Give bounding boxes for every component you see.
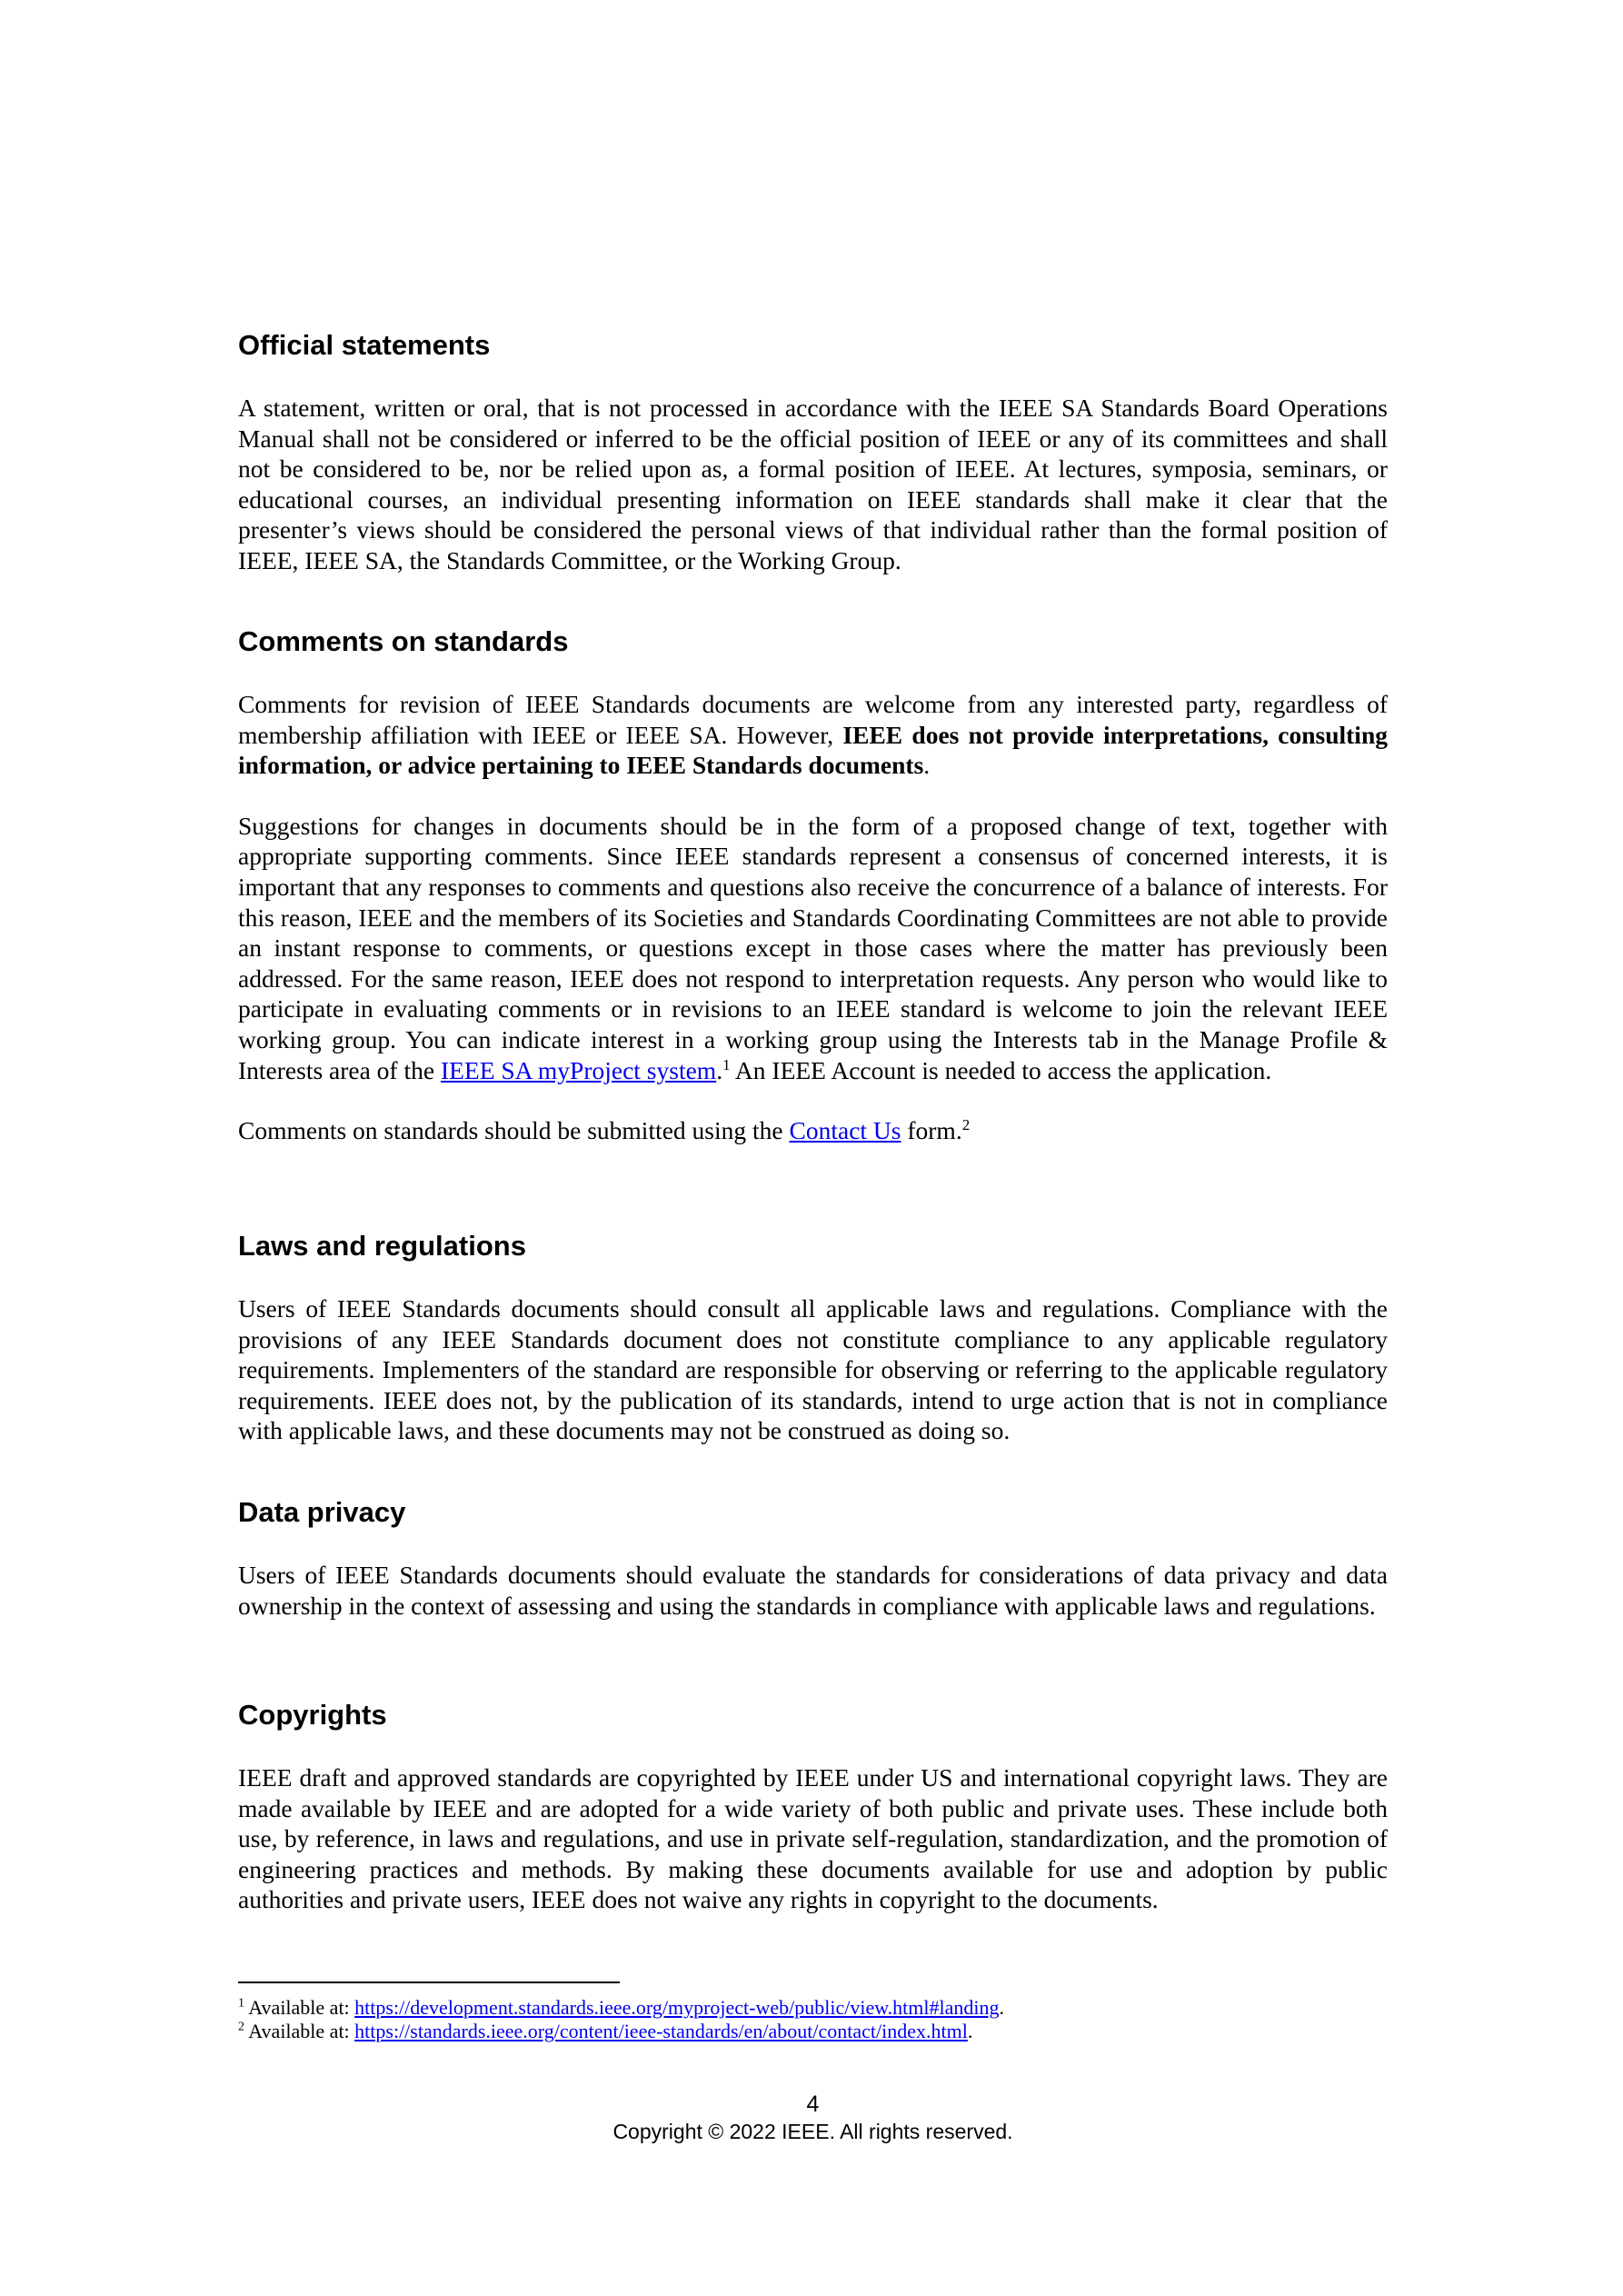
paragraph: Users of IEEE Standards documents should consult all applicable laws and regulations. Compliance with the provisions of any IEEE Standards document does not constitute compliance to any applicable regulatory requirements. Implementers of the standard are responsible for observing or referring to the applicable regulatory requirements. IEEE does not, by the publication of its standards, intend to urge action that is not in compliance with applicable laws, and these documents may not be construed as doing so. [238,1294,1388,1445]
footnote-1: $^1$ Available at: https://development.standards.ieee.org/myproject-web/public/view.html#landing. [238,1996,1005,2019]
section-heading: Data privacy [238,1496,406,1528]
bold-statement: IEEE does not provide interpretations, consulting information, or advice pertaining to IEEE Standards documents [238,720,1388,780]
section-comments-on-standards [238,624,1388,1146]
paragraph: Suggestions for changes in documents should be in the form of a proposed change of text, together with appropriate supporting comments. Since IEEE standards represent a consensus of concerned interests, it is important that any responses to comments and questions also receive the concurrence of a balance of interests. For this reason, IEEE and the members of its Societies and Standards Coordinating Committees are not able to provide an instant response to comments, or questions except in those cases where the matter has previously been addressed. For the same reason, IEEE does not respond to interpretation requests. Any person who would like to participate in evaluating comments or in revisions to an IEEE standard is welcome to join the relevant IEEE working group. You can indicate interest in a working group using the Interests tab in the Manage Profile & Interests area of the IEEE SA myProject system.$^1$ An IEEE Account is needed to access the application. [238,811,1388,1084]
paragraph: A statement, written or oral, that is not processed in accordance with the IEEE SA Standards Board Operations Manual shall not be considered or inferred to be the official position of IEEE or any of its committees and shall not be considered to be, nor be relied upon as, a formal position of IEEE. At lectures, symposia, seminars, or educational courses, an individual presenting information on IEEE standards shall make it clear that the presenter’s views should be considered the personal views of that individual rather than the formal position of IEEE, IEEE SA, the Standards Committee, or the Working Group. [238,394,1388,574]
section-data-privacy [238,1494,1388,1621]
section-official-statements [238,327,1388,576]
section-heading: Copyrights [238,1699,387,1731]
footnote-divider [238,1982,620,1983]
myproject-link[interactable]: IEEE SA myProject system [440,1055,717,1084]
section-laws-and-regulations [238,1228,1388,1446]
footnote-2: $^2$ Available at: https://standards.ieee.org/content/ieee-standards/en/about/contact/index.html. [238,2020,973,2042]
footnote-ref: 2 [961,1115,971,1133]
paragraph: IEEE draft and approved standards are copyrighted by IEEE under US and international copyright laws. They are made available by IEEE and are adopted for a wide variety of both public and private uses. These include both use, by reference, in laws and regulations, and use in private self-regulation, standardization, and the promotion of engineering practices and methods. By making these documents available for use and adoption by public authorities and private users, IEEE does not waive any rights in copyright to the documents. [238,1763,1388,1914]
page-number: 4 [806,2091,820,2117]
footnote-link[interactable]: https://standards.ieee.org/content/ieee-standards/en/about/contact/index.html [354,2020,968,2042]
copyright-notice: Copyright © 2022 IEEE. All rights reserved. [612,2120,1013,2143]
section-heading: Official statements [238,329,491,361]
paragraph: Comments for revision of IEEE Standards documents are welcome from any interested party, regardless of membership affiliation with IEEE or IEEE SA. However, IEEE does not provide interpretations, consulting information, or advice pertaining to IEEE Standards documents. [238,690,1388,780]
section-heading: Laws and regulations [238,1230,526,1262]
paragraph: Comments on standards should be submitted using the Contact Us form.$^2$ [238,1115,971,1145]
contact-us-link[interactable]: Contact Us [789,1116,901,1145]
section-heading: Comments on standards [238,625,569,657]
footnote-ref: 1 [722,1055,731,1073]
footnote-link[interactable]: https://development.standards.ieee.org/myproject-web/public/view.html#landing [354,1996,1000,2019]
paragraph: Users of IEEE Standards documents should evaluate the standards for considerations of data privacy and data ownership in the context of assessing and using the standards in compliance with applicable laws and regulations. [238,1561,1388,1620]
section-copyrights [238,1697,1388,1915]
